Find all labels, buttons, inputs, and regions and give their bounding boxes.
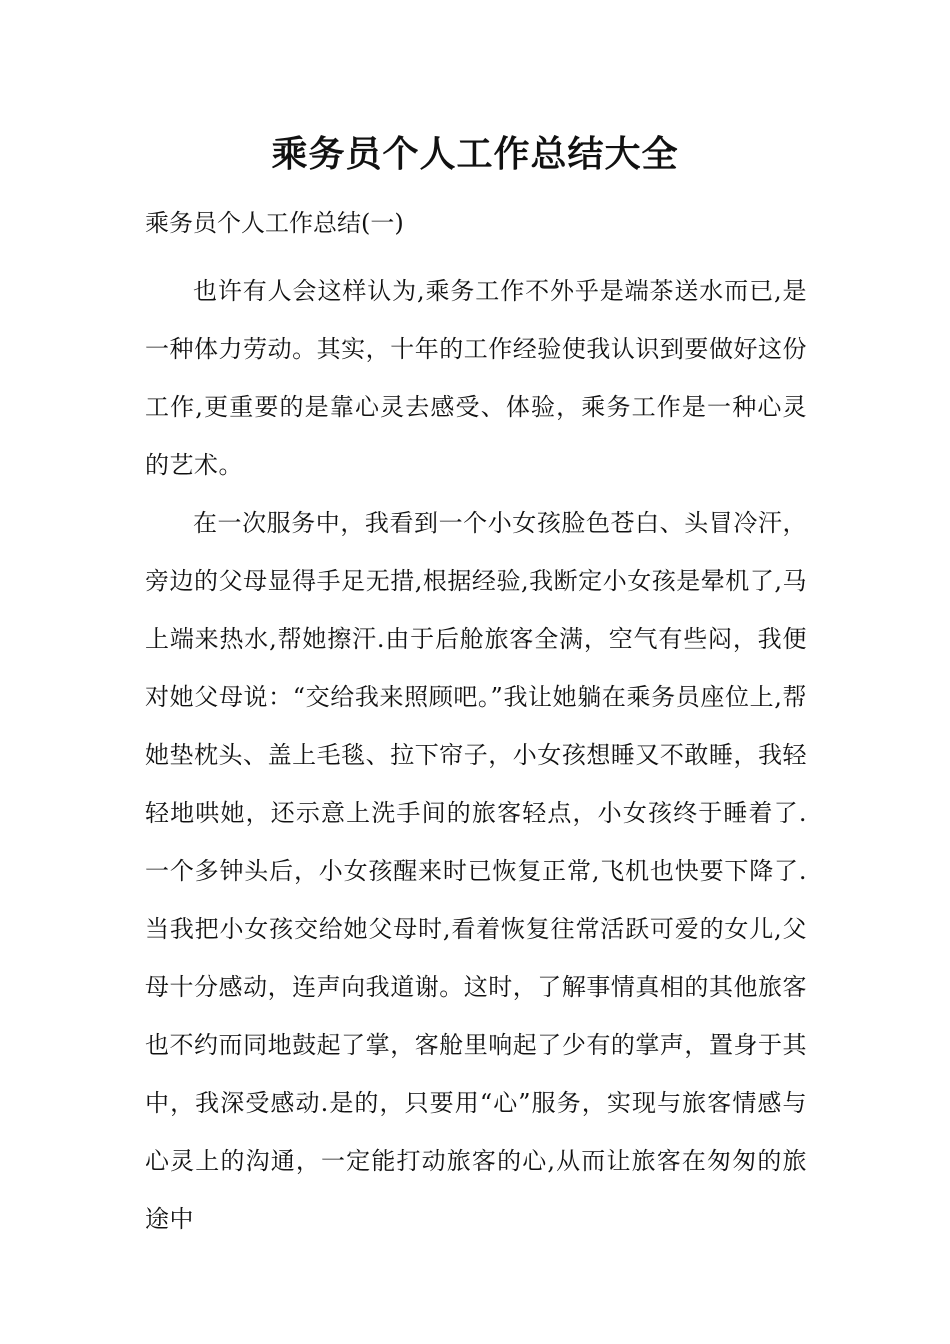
section-heading: 乘务员个人工作总结(一): [145, 209, 404, 237]
paragraph-1: 也许有人会这样认为,乘务工作不外乎是端茶送水而已,是一种体力劳动。其实，十年的工作经验使我认识到要做好这份工作,更重要的是靠心灵去感受、体验，乘务工作是一种心灵的艺术。: [145, 277, 807, 479]
document-body: [145, 262, 807, 1248]
paragraph-2: 在一次服务中，我看到一个小女孩脸色苍白、头冒冷汗，旁边的父母显得手足无措,根据经验,我断定小女孩是晕机了,马上端来热水,帮她擦汗.由于后舱旅客全满，空气有些闷，我便对她父母说：“交给我来照顾吧。”我让她躺在乘务员座位上,帮她垫枕头、盖上毛毯、拉下帘子，小女孩想睡又不敢睡，我轻轻地哄她，还示意上洗手间的旅客轻点，小女孩终于睡着了.一个多钟头后，小女孩醒来时已恢复正常,飞机也快要下降了.当我把小女孩交给她父母时,看着恢复往常活跃可爱的女儿,父母十分感动，连声向我道谢。这时，了解事情真相的其他旅客也不约而同地鼓起了掌，客舱里响起了少有的掌声，置身于其中，我深受感动.是的，只要用“心”服务，实现与旅客情感与心灵上的沟通，一定能打动旅客的心,从而让旅客在匆匆的旅途中: [145, 509, 807, 1233]
document-title: 乘务员个人工作总结大全: [271, 133, 679, 175]
